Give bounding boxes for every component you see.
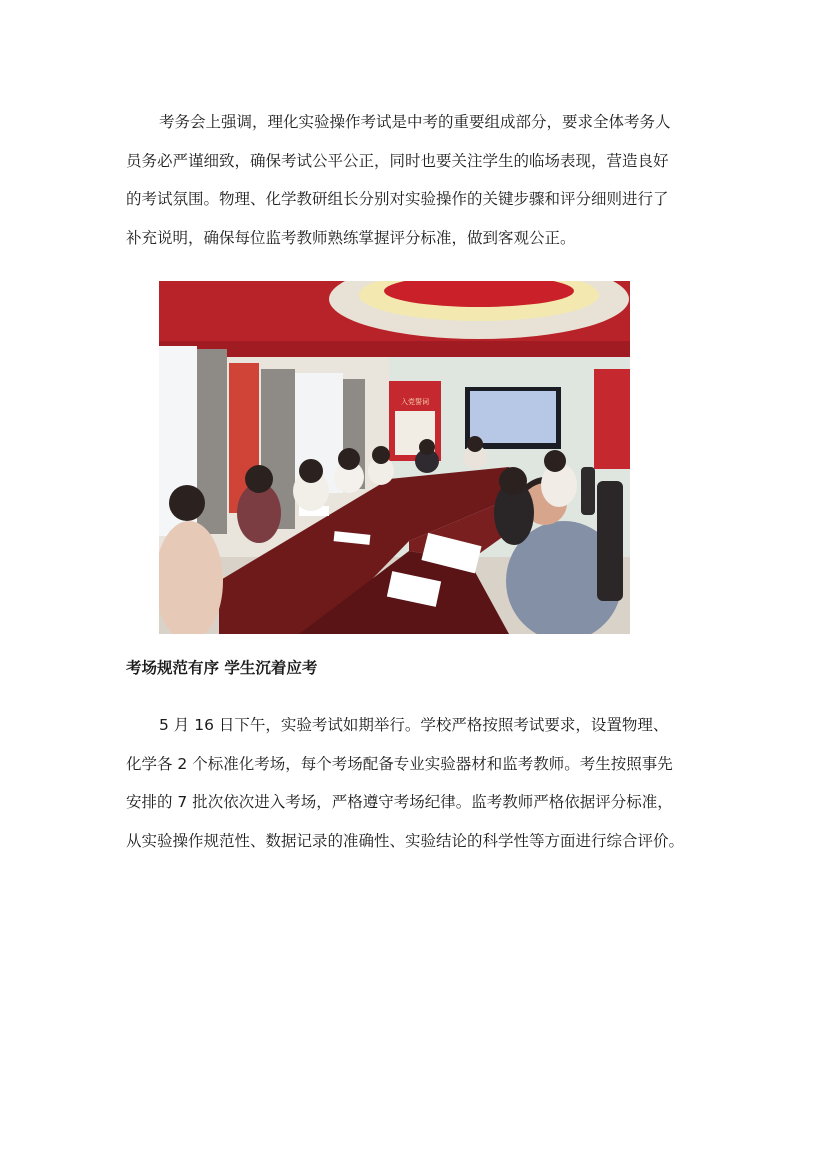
paragraph-line: 安排的 7 批次依次进入考场，严格遵守考场纪律。监考教师严格依据评分标准， [126,793,673,811]
intro-paragraph [126,103,706,257]
wall-sign-text: 入党誓词 [401,398,429,406]
paragraph-line: 从实验操作规范性、数据记录的准确性、实验结论的科学性等方面进行综合评价。 [126,831,685,850]
paragraph-line: 补充说明，确保每位监考教师熟练掌握评分标准，做到客观公正。 [126,228,576,247]
paragraph-line: 员务必严谨细致，确保考试公平公正，同时也要关注学生的临场表现，营造良好 [126,151,669,170]
paragraph-line: 化学各 2 个标准化考场，每个考场配备专业实验器材和监考教师。考生按照事先 [126,754,673,773]
paragraph-line: 考务会上强调，理化实验操作考试是中考的重要组成部分，要求全体考务人 [159,113,671,131]
section-paragraph [126,706,706,860]
paragraph-line: 5 月 16 日下午，实验考试如期举行。学校严格按照考试要求，设置物理、 [159,716,669,734]
section-heading: 考场规范有序 学生沉着应考 [126,659,318,677]
paragraph-line: 的考试氛围。物理、化学教研组长分别对实验操作的关键步骤和评分细则进行了 [126,190,669,208]
meeting-photo [159,281,630,634]
